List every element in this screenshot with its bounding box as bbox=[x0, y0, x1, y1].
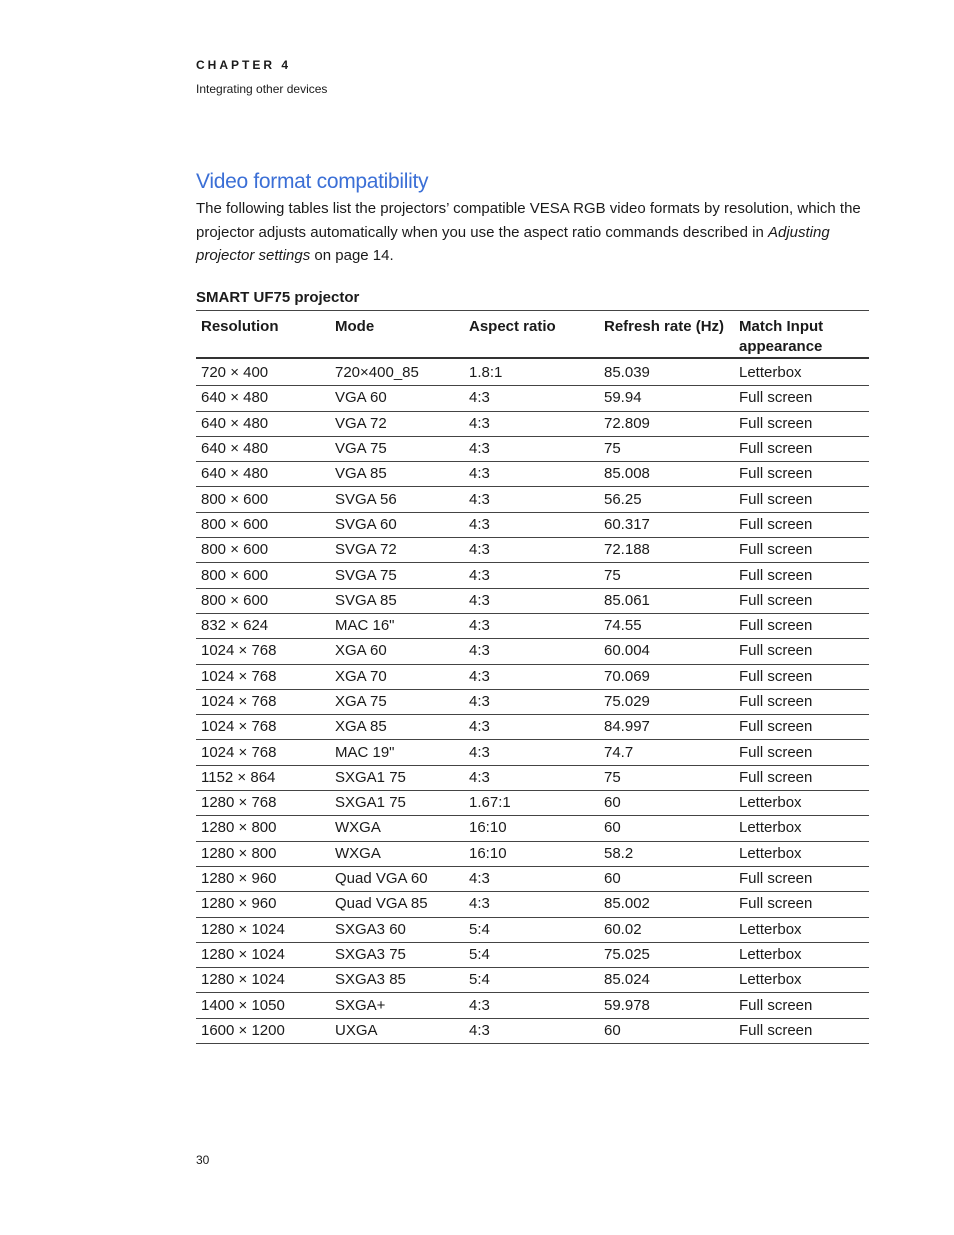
cell-resolution: 1152 × 864 bbox=[196, 765, 330, 790]
cell-aspect-ratio: 5:4 bbox=[464, 942, 599, 967]
cell-resolution: 1280 × 800 bbox=[196, 816, 330, 841]
cell-resolution: 1280 × 1024 bbox=[196, 942, 330, 967]
cell-aspect-ratio: 5:4 bbox=[464, 968, 599, 993]
header-resolution: Resolution bbox=[196, 311, 330, 359]
cell-resolution: 640 × 480 bbox=[196, 462, 330, 487]
cell-match-input: Full screen bbox=[734, 664, 869, 689]
cell-mode: MAC 16" bbox=[330, 613, 464, 638]
cell-match-input: Letterbox bbox=[734, 942, 869, 967]
header-row bbox=[196, 311, 869, 359]
table-row bbox=[196, 538, 869, 563]
cell-resolution: 1024 × 768 bbox=[196, 639, 330, 664]
cell-match-input: Full screen bbox=[734, 386, 869, 411]
cell-resolution: 1280 × 1024 bbox=[196, 968, 330, 993]
table-row bbox=[196, 993, 869, 1018]
cell-aspect-ratio: 5:4 bbox=[464, 917, 599, 942]
cell-match-input: Full screen bbox=[734, 1018, 869, 1043]
cell-mode: XGA 60 bbox=[330, 639, 464, 664]
cell-match-input: Full screen bbox=[734, 538, 869, 563]
intro-paragraph bbox=[196, 197, 876, 268]
chapter-label: CHAPTER 4 bbox=[196, 58, 292, 72]
cell-mode: XGA 85 bbox=[330, 715, 464, 740]
cell-refresh-rate: 75 bbox=[599, 436, 734, 461]
cell-match-input: Letterbox bbox=[734, 816, 869, 841]
page-number: 30 bbox=[196, 1153, 210, 1167]
cell-aspect-ratio: 4:3 bbox=[464, 386, 599, 411]
table-row bbox=[196, 816, 869, 841]
cell-refresh-rate: 75 bbox=[599, 563, 734, 588]
header-refresh-rate: Refresh rate (Hz) bbox=[599, 311, 734, 359]
cell-resolution: 800 × 600 bbox=[196, 538, 330, 563]
cell-mode: SXGA3 60 bbox=[330, 917, 464, 942]
intro-text-before: The following tables list the projectors’ compatible VESA RGB video formats by resolution, which the projector adjusts automatically when you use the aspect ratio commands described in bbox=[196, 200, 861, 241]
cell-resolution: 1280 × 1024 bbox=[196, 917, 330, 942]
cell-mode: SXGA1 75 bbox=[330, 765, 464, 790]
table-row bbox=[196, 512, 869, 537]
chapter-subtitle: Integrating other devices bbox=[196, 82, 328, 96]
cell-match-input: Full screen bbox=[734, 487, 869, 512]
cell-resolution: 800 × 600 bbox=[196, 563, 330, 588]
cell-mode: SXGA+ bbox=[330, 993, 464, 1018]
cell-refresh-rate: 85.061 bbox=[599, 588, 734, 613]
video-format-table bbox=[196, 310, 869, 1044]
cell-aspect-ratio: 4:3 bbox=[464, 892, 599, 917]
cell-aspect-ratio: 4:3 bbox=[464, 866, 599, 891]
cell-resolution: 1024 × 768 bbox=[196, 715, 330, 740]
cell-resolution: 1280 × 800 bbox=[196, 841, 330, 866]
cell-refresh-rate: 56.25 bbox=[599, 487, 734, 512]
cell-aspect-ratio: 4:3 bbox=[464, 462, 599, 487]
cell-aspect-ratio: 4:3 bbox=[464, 512, 599, 537]
cell-mode: SVGA 56 bbox=[330, 487, 464, 512]
cell-match-input: Full screen bbox=[734, 892, 869, 917]
cell-mode: MAC 19" bbox=[330, 740, 464, 765]
cell-aspect-ratio: 4:3 bbox=[464, 664, 599, 689]
table-row bbox=[196, 765, 869, 790]
table-row bbox=[196, 411, 869, 436]
cell-mode: SVGA 60 bbox=[330, 512, 464, 537]
table-row bbox=[196, 588, 869, 613]
cell-match-input: Full screen bbox=[734, 436, 869, 461]
cell-mode: SXGA3 85 bbox=[330, 968, 464, 993]
cell-resolution: 1280 × 960 bbox=[196, 892, 330, 917]
cell-mode: SVGA 75 bbox=[330, 563, 464, 588]
cell-match-input: Full screen bbox=[734, 588, 869, 613]
cell-match-input: Full screen bbox=[734, 613, 869, 638]
cell-refresh-rate: 70.069 bbox=[599, 664, 734, 689]
cell-mode: XGA 70 bbox=[330, 664, 464, 689]
cell-refresh-rate: 84.997 bbox=[599, 715, 734, 740]
cell-aspect-ratio: 1.8:1 bbox=[464, 358, 599, 386]
cell-match-input: Letterbox bbox=[734, 917, 869, 942]
cell-refresh-rate: 75.025 bbox=[599, 942, 734, 967]
cell-resolution: 640 × 480 bbox=[196, 436, 330, 461]
cell-refresh-rate: 59.978 bbox=[599, 993, 734, 1018]
cell-mode: WXGA bbox=[330, 841, 464, 866]
cell-mode: VGA 75 bbox=[330, 436, 464, 461]
cell-aspect-ratio: 4:3 bbox=[464, 411, 599, 436]
cell-match-input: Letterbox bbox=[734, 968, 869, 993]
cell-aspect-ratio: 4:3 bbox=[464, 487, 599, 512]
cell-resolution: 1280 × 960 bbox=[196, 866, 330, 891]
cell-mode: SVGA 85 bbox=[330, 588, 464, 613]
cell-aspect-ratio: 4:3 bbox=[464, 538, 599, 563]
cell-match-input: Full screen bbox=[734, 765, 869, 790]
table-row bbox=[196, 563, 869, 588]
cell-aspect-ratio: 4:3 bbox=[464, 765, 599, 790]
cell-refresh-rate: 60.004 bbox=[599, 639, 734, 664]
cell-resolution: 1400 × 1050 bbox=[196, 993, 330, 1018]
table-row bbox=[196, 892, 869, 917]
table-row bbox=[196, 715, 869, 740]
cell-match-input: Full screen bbox=[734, 740, 869, 765]
header-match-input: Match Input appearance bbox=[734, 311, 869, 359]
cell-mode: VGA 60 bbox=[330, 386, 464, 411]
cell-aspect-ratio: 4:3 bbox=[464, 993, 599, 1018]
cell-refresh-rate: 85.002 bbox=[599, 892, 734, 917]
cell-aspect-ratio: 4:3 bbox=[464, 613, 599, 638]
cell-refresh-rate: 60 bbox=[599, 866, 734, 891]
cell-resolution: 720 × 400 bbox=[196, 358, 330, 386]
cell-aspect-ratio: 4:3 bbox=[464, 689, 599, 714]
intro-cross-reference: Adjusting projector settings bbox=[196, 223, 830, 264]
header-mode: Mode bbox=[330, 311, 464, 359]
cell-mode: SVGA 72 bbox=[330, 538, 464, 563]
cell-mode: VGA 85 bbox=[330, 462, 464, 487]
cell-match-input: Full screen bbox=[734, 866, 869, 891]
cell-match-input: Full screen bbox=[734, 462, 869, 487]
cell-aspect-ratio: 4:3 bbox=[464, 1018, 599, 1043]
table-row bbox=[196, 1018, 869, 1043]
cell-mode: VGA 72 bbox=[330, 411, 464, 436]
cell-mode: XGA 75 bbox=[330, 689, 464, 714]
cell-match-input: Full screen bbox=[734, 512, 869, 537]
cell-mode: UXGA bbox=[330, 1018, 464, 1043]
cell-match-input: Letterbox bbox=[734, 358, 869, 386]
cell-aspect-ratio: 4:3 bbox=[464, 740, 599, 765]
cell-mode: Quad VGA 85 bbox=[330, 892, 464, 917]
cell-aspect-ratio: 4:3 bbox=[464, 436, 599, 461]
cell-refresh-rate: 75.029 bbox=[599, 689, 734, 714]
cell-refresh-rate: 60 bbox=[599, 791, 734, 816]
table-row bbox=[196, 791, 869, 816]
cell-resolution: 1600 × 1200 bbox=[196, 1018, 330, 1043]
cell-refresh-rate: 85.008 bbox=[599, 462, 734, 487]
table-caption: SMART UF75 projector bbox=[196, 289, 360, 306]
cell-match-input: Full screen bbox=[734, 639, 869, 664]
cell-refresh-rate: 72.809 bbox=[599, 411, 734, 436]
cell-aspect-ratio: 4:3 bbox=[464, 715, 599, 740]
cell-resolution: 1024 × 768 bbox=[196, 689, 330, 714]
table-row bbox=[196, 740, 869, 765]
cell-refresh-rate: 85.024 bbox=[599, 968, 734, 993]
cell-aspect-ratio: 4:3 bbox=[464, 639, 599, 664]
cell-resolution: 640 × 480 bbox=[196, 411, 330, 436]
cell-aspect-ratio: 16:10 bbox=[464, 841, 599, 866]
cell-match-input: Letterbox bbox=[734, 841, 869, 866]
cell-refresh-rate: 72.188 bbox=[599, 538, 734, 563]
cell-match-input: Full screen bbox=[734, 715, 869, 740]
cell-refresh-rate: 60 bbox=[599, 816, 734, 841]
section-title: Video format compatibility bbox=[196, 170, 429, 193]
table-row bbox=[196, 639, 869, 664]
table-body bbox=[196, 358, 869, 1044]
cell-refresh-rate: 74.55 bbox=[599, 613, 734, 638]
cell-mode: 720×400_85 bbox=[330, 358, 464, 386]
cell-refresh-rate: 75 bbox=[599, 765, 734, 790]
cell-resolution: 1024 × 768 bbox=[196, 740, 330, 765]
table-row bbox=[196, 487, 869, 512]
cell-resolution: 800 × 600 bbox=[196, 588, 330, 613]
cell-resolution: 800 × 600 bbox=[196, 512, 330, 537]
cell-match-input: Full screen bbox=[734, 411, 869, 436]
cell-refresh-rate: 74.7 bbox=[599, 740, 734, 765]
cell-refresh-rate: 60 bbox=[599, 1018, 734, 1043]
cell-resolution: 800 × 600 bbox=[196, 487, 330, 512]
cell-mode: SXGA1 75 bbox=[330, 791, 464, 816]
cell-match-input: Letterbox bbox=[734, 791, 869, 816]
cell-aspect-ratio: 4:3 bbox=[464, 588, 599, 613]
cell-match-input: Full screen bbox=[734, 993, 869, 1018]
cell-refresh-rate: 85.039 bbox=[599, 358, 734, 386]
cell-refresh-rate: 60.02 bbox=[599, 917, 734, 942]
table-row bbox=[196, 942, 869, 967]
cell-refresh-rate: 58.2 bbox=[599, 841, 734, 866]
table-row bbox=[196, 436, 869, 461]
table-row bbox=[196, 866, 869, 891]
cell-match-input: Full screen bbox=[734, 689, 869, 714]
cell-aspect-ratio: 16:10 bbox=[464, 816, 599, 841]
cell-refresh-rate: 59.94 bbox=[599, 386, 734, 411]
cell-refresh-rate: 60.317 bbox=[599, 512, 734, 537]
cell-resolution: 1024 × 768 bbox=[196, 664, 330, 689]
cell-resolution: 1280 × 768 bbox=[196, 791, 330, 816]
table-row bbox=[196, 689, 869, 714]
header-aspect-ratio: Aspect ratio bbox=[464, 311, 599, 359]
table-row bbox=[196, 462, 869, 487]
table-row bbox=[196, 613, 869, 638]
table-row bbox=[196, 968, 869, 993]
cell-resolution: 832 × 624 bbox=[196, 613, 330, 638]
table-row bbox=[196, 917, 869, 942]
table-row bbox=[196, 358, 869, 386]
table-row bbox=[196, 386, 869, 411]
cell-resolution: 640 × 480 bbox=[196, 386, 330, 411]
table-row bbox=[196, 664, 869, 689]
cell-mode: SXGA3 75 bbox=[330, 942, 464, 967]
table-header bbox=[196, 311, 869, 359]
intro-text-after: on page 14. bbox=[310, 247, 394, 264]
cell-match-input: Full screen bbox=[734, 563, 869, 588]
cell-aspect-ratio: 1.67:1 bbox=[464, 791, 599, 816]
cell-mode: WXGA bbox=[330, 816, 464, 841]
cell-mode: Quad VGA 60 bbox=[330, 866, 464, 891]
table-row bbox=[196, 841, 869, 866]
cell-aspect-ratio: 4:3 bbox=[464, 563, 599, 588]
